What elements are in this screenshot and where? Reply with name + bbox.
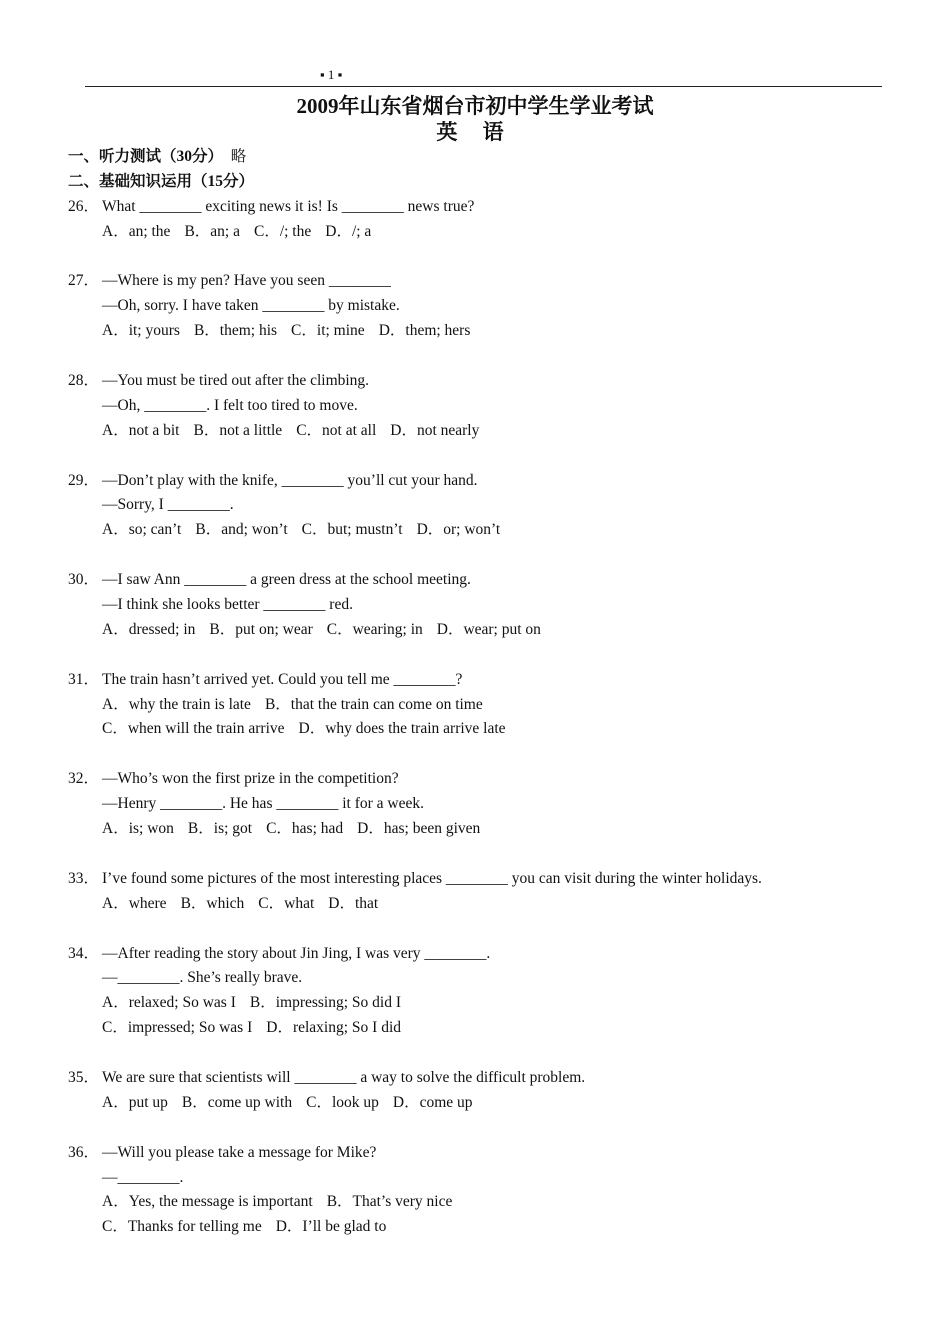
options-row — [68, 1190, 908, 1215]
question-text: —Sorry, I ________. — [102, 496, 234, 514]
question-item — [68, 195, 908, 245]
question-gap — [68, 917, 908, 942]
options-row — [68, 518, 908, 543]
options-row — [68, 1091, 908, 1116]
options-row — [68, 892, 908, 917]
answer-option[interactable]: A．where — [102, 894, 167, 912]
answer-option[interactable]: C．/; the — [253, 222, 312, 240]
question-item — [68, 369, 908, 444]
question-number: 36． — [68, 1143, 100, 1161]
answer-option[interactable]: B．put on; wear — [209, 620, 313, 638]
answer-option[interactable]: D．why does the train arrive late — [298, 720, 506, 738]
question-number: 31． — [68, 670, 100, 688]
section-label: 二、基础知识运用（15分） — [68, 172, 255, 190]
answer-option[interactable]: B．and; won’t — [195, 521, 288, 539]
question-text: —Don’t play with the knife, ________ you’ll cut your hand. — [102, 471, 478, 489]
question-number: 35． — [68, 1068, 100, 1086]
question-text: —Henry ________. He has ________ it for a week. — [102, 795, 424, 813]
options-row — [68, 618, 908, 643]
options-row — [68, 220, 908, 245]
question-line — [68, 568, 908, 593]
question-item — [68, 942, 908, 1042]
question-gap — [68, 1041, 908, 1066]
question-text: The train hasn’t arrived yet. Could you tell me ________? — [102, 670, 463, 688]
answer-option[interactable]: A．dressed; in — [102, 620, 196, 638]
question-line — [68, 493, 908, 518]
question-text: What ________ exciting news it is! Is ________ news true? — [102, 197, 475, 215]
answer-option[interactable]: D．/; a — [325, 222, 372, 240]
question-item — [68, 469, 908, 544]
answer-option[interactable]: B．an; a — [184, 222, 240, 240]
answer-option[interactable]: C．when will the train arrive — [102, 720, 285, 738]
exam-title: 2009年山东省烟台市初中学生学业考试 — [296, 94, 654, 118]
question-item — [68, 867, 908, 917]
question-text: —Oh, sorry. I have taken ________ by mistake. — [102, 297, 400, 315]
answer-option[interactable]: A．Yes, the message is important — [102, 1193, 313, 1211]
question-gap — [68, 245, 908, 270]
options-row — [68, 817, 908, 842]
question-text: —________. She’s really brave. — [102, 969, 303, 987]
question-number: 26． — [68, 197, 100, 215]
question-number: 27． — [68, 272, 100, 290]
page-header — [85, 66, 882, 87]
question-item — [68, 767, 908, 842]
question-item — [68, 668, 908, 743]
answer-option[interactable]: D．not nearly — [390, 421, 480, 439]
section-label: 一、听力测试（30分） — [68, 148, 224, 165]
question-text: —After reading the story about Jin Jing, I was very ________. — [102, 944, 491, 962]
answer-option[interactable]: B．come up with — [181, 1093, 293, 1111]
question-text: I’ve found some pictures of the most interesting places ________ you can visit during the winter holidays. — [102, 869, 762, 887]
question-text: —Oh, ________. I felt too tired to move. — [102, 396, 358, 414]
question-line — [68, 792, 908, 817]
answer-option[interactable]: C．look up — [306, 1093, 379, 1111]
answer-option[interactable]: C．wearing; in — [326, 620, 423, 638]
question-line — [68, 369, 908, 394]
answer-option[interactable]: C．but; mustn’t — [301, 521, 403, 539]
question-text: —________. — [102, 1168, 184, 1186]
answer-option[interactable]: D．I’ll be glad to — [275, 1218, 387, 1236]
options-row — [68, 319, 908, 344]
question-gap — [68, 344, 908, 369]
question-line — [68, 195, 908, 220]
options-row — [68, 717, 908, 742]
answer-option[interactable]: C．it; mine — [291, 322, 365, 340]
answer-option[interactable]: B．that the train can come on time — [264, 695, 483, 713]
answer-option[interactable]: A．it; yours — [102, 322, 180, 340]
question-text: —I saw Ann ________ a green dress at the school meeting. — [102, 571, 471, 589]
question-item — [68, 1066, 908, 1116]
question-gap — [68, 643, 908, 668]
answer-option[interactable]: B．which — [180, 894, 245, 912]
question-gap — [68, 444, 908, 469]
question-text: —Where is my pen? Have you seen ________ — [102, 272, 391, 290]
answer-option[interactable]: D．them; hers — [378, 322, 471, 340]
question-text: —Will you please take a message for Mike? — [102, 1143, 377, 1161]
question-number: 32． — [68, 770, 100, 788]
question-number: 30． — [68, 571, 100, 589]
options-row — [68, 419, 908, 444]
question-item — [68, 269, 908, 344]
page-number: ▪ 1 ▪ — [320, 67, 343, 82]
question-text: We are sure that scientists will ________ a way to solve the difficult problem. — [102, 1068, 586, 1086]
answer-option[interactable]: D．come up — [392, 1093, 473, 1111]
question-number: 29． — [68, 471, 100, 489]
answer-option[interactable]: A．relaxed; So was I — [102, 994, 236, 1012]
section-heading — [68, 170, 908, 195]
question-line — [68, 394, 908, 419]
answer-option[interactable]: A．put up — [102, 1093, 168, 1111]
answer-option[interactable]: A．why the train is late — [102, 695, 251, 713]
answer-option[interactable]: A．so; can’t — [102, 521, 182, 539]
question-line — [68, 867, 908, 892]
question-text: —Who’s won the first prize in the competition? — [102, 770, 399, 788]
options-row — [68, 693, 908, 718]
question-line — [68, 966, 908, 991]
answer-option[interactable]: D．wear; put on — [436, 620, 541, 638]
question-number: 28． — [68, 372, 100, 390]
answer-option[interactable]: C．Thanks for telling me — [102, 1218, 262, 1236]
section-heading — [68, 145, 908, 170]
answer-option[interactable]: B．That’s very nice — [326, 1193, 453, 1211]
question-line — [68, 469, 908, 494]
answer-option[interactable]: C．impressed; So was I — [102, 1019, 253, 1037]
question-line — [68, 1141, 908, 1166]
question-item — [68, 568, 908, 643]
question-number: 33． — [68, 869, 100, 887]
answer-option[interactable]: D．that — [328, 894, 379, 912]
question-line — [68, 767, 908, 792]
answer-option[interactable]: C．has; had — [266, 820, 344, 838]
questions-container — [68, 195, 908, 1240]
options-row — [68, 1215, 908, 1240]
question-line — [68, 1166, 908, 1191]
section-note: 略 — [230, 148, 247, 165]
question-number: 34． — [68, 944, 100, 962]
answer-option[interactable]: A．not a bit — [102, 421, 180, 439]
question-line — [68, 294, 908, 319]
answer-option[interactable]: B．is; got — [187, 820, 253, 838]
answer-option[interactable]: A．is; won — [102, 820, 174, 838]
question-list — [68, 145, 908, 1240]
question-gap — [68, 842, 908, 867]
answer-option[interactable]: C．what — [258, 894, 315, 912]
question-text: —I think she looks better ________ red. — [102, 596, 353, 614]
answer-option[interactable]: C．not at all — [296, 421, 377, 439]
question-line — [68, 593, 908, 618]
answer-option[interactable]: D．or; won’t — [416, 521, 501, 539]
question-line — [68, 942, 908, 967]
answer-option[interactable]: B．not a little — [193, 421, 283, 439]
answer-option[interactable]: D．has; been given — [357, 820, 481, 838]
answer-option[interactable]: B．them; his — [193, 322, 278, 340]
question-line — [68, 269, 908, 294]
question-gap — [68, 1116, 908, 1141]
answer-option[interactable]: B．impressing; So did I — [249, 994, 402, 1012]
answer-option[interactable]: A．an; the — [102, 222, 171, 240]
question-item — [68, 1141, 908, 1241]
options-row — [68, 991, 908, 1016]
subject-title: 英 语 — [436, 120, 514, 144]
question-line — [68, 1066, 908, 1091]
question-line — [68, 668, 908, 693]
question-gap — [68, 543, 908, 568]
question-gap — [68, 742, 908, 767]
answer-option[interactable]: D．relaxing; So I did — [266, 1019, 402, 1037]
question-text: —You must be tired out after the climbing. — [102, 372, 370, 390]
options-row — [68, 1016, 908, 1041]
